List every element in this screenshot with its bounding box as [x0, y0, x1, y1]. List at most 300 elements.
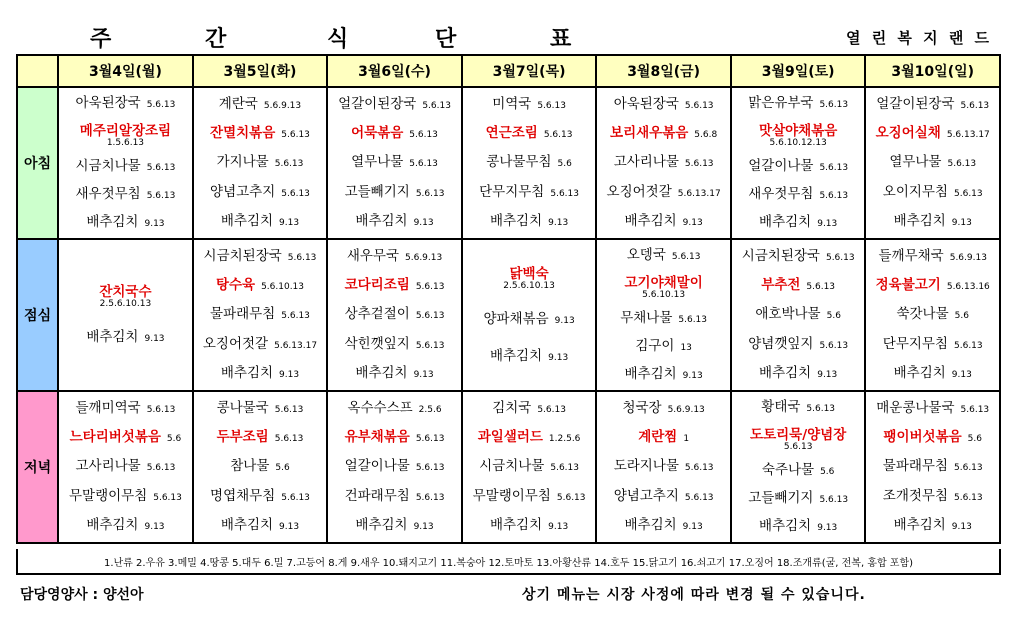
allergen-codes: 9.13: [951, 521, 972, 532]
menu-item: [597, 458, 730, 475]
allergen-codes: 2.5.6.10.13: [99, 299, 152, 309]
menu-item: [59, 158, 192, 175]
title-char: 간: [205, 27, 227, 52]
dish-name: 시금치나물: [75, 158, 141, 175]
menu-item: [597, 488, 730, 505]
menu-item: [328, 306, 461, 323]
allergen-codes: 5.6.8: [694, 130, 718, 141]
dish-name: 배추김치: [355, 516, 408, 533]
dish-name: 맑은유부국: [748, 95, 814, 112]
menu-cell: [327, 239, 462, 391]
dish-name: 배추김치: [893, 516, 946, 533]
day-header: 3월5일(화): [193, 55, 328, 87]
menu-item: [866, 248, 999, 265]
menu-item: [59, 517, 192, 534]
menu-cell: [596, 239, 731, 391]
menu-item: [328, 154, 461, 171]
menu-item: [463, 400, 596, 417]
main-dish-name: 과일샐러드: [477, 429, 543, 446]
allergen-codes: 5.6: [275, 463, 290, 474]
dish-name: 쑥갓나물: [896, 306, 949, 323]
allergen-codes: 5.6.13: [409, 130, 438, 141]
allergen-codes: 5.6.13.17: [677, 188, 721, 199]
allergen-codes: 5.6.13: [819, 100, 849, 111]
dish-name: 배추김치: [759, 213, 812, 230]
menu-item: [732, 462, 865, 479]
menu-cell: [462, 87, 597, 239]
menu-item: [597, 366, 730, 383]
dish-name: 참나물: [230, 458, 270, 475]
dish-name: 배추김치: [220, 516, 274, 533]
dish-name: 명엽채무침: [210, 487, 276, 504]
menu-item: [59, 488, 192, 505]
menu-item: [59, 123, 192, 148]
main-dish-name: 메주리알장조림: [79, 122, 172, 139]
menu-cell: [462, 239, 597, 391]
dish-name: 아욱된장국: [613, 96, 679, 113]
dish-name: 배추김치: [355, 364, 408, 381]
allergen-codes: 5.6.13: [153, 492, 182, 503]
menu-item: [597, 429, 730, 446]
menu-item: [597, 338, 730, 355]
dish-name: 들깨무채국: [878, 248, 944, 265]
allergen-codes: 5.6.13: [415, 463, 445, 474]
dish-name: 얼갈이된장국: [876, 96, 955, 113]
dish-name: 얼갈이나물: [748, 158, 814, 175]
menu-item: [328, 488, 461, 505]
menu-item: [463, 348, 596, 365]
allergen-codes: 5.6.13: [947, 159, 977, 170]
menu-cell: [193, 239, 328, 391]
dish-name: 콩나물국: [216, 400, 269, 417]
menu-item: [866, 213, 999, 230]
menu-item: [194, 458, 327, 475]
menu-item: [328, 96, 461, 113]
dish-name: 배추김치: [624, 365, 677, 382]
allergen-codes: 5.6.13: [274, 405, 304, 416]
dish-name: 상추겉절이: [344, 306, 410, 323]
dish-name: 배추김치: [489, 347, 543, 364]
dish-name: 배추김치: [893, 364, 946, 381]
weekly-menu-table: [16, 54, 1001, 544]
page-title: [80, 22, 600, 52]
menu-item: [732, 186, 865, 203]
menu-item: [597, 310, 730, 327]
allergen-codes: 9.13: [951, 217, 972, 228]
dish-name: 배추김치: [86, 329, 139, 345]
menu-item: [597, 517, 730, 534]
dish-name: 단무지무침: [882, 335, 948, 352]
allergen-codes: 5.6.13: [678, 315, 708, 326]
menu-item: [597, 96, 730, 113]
allergen-codes: 9.13: [413, 521, 434, 532]
allergen-codes: 5.6.10.12.13: [769, 137, 827, 148]
menu-item: [194, 336, 327, 353]
dish-name: 삭힌깻잎지: [344, 335, 410, 352]
dish-name: 새우젓무침: [75, 186, 141, 203]
menu-cell: [462, 391, 597, 543]
allergen-codes: 5.6.9.13: [667, 405, 705, 416]
dish-name: 고들빼기지: [748, 490, 814, 507]
main-dish-name: 어묵볶음: [351, 125, 404, 142]
allergen-codes: 5.6.13: [825, 253, 855, 264]
allergen-codes: 5.6.13: [281, 130, 310, 141]
allergen-codes: 5.6.13: [274, 159, 304, 170]
dish-name: 김구이: [635, 338, 675, 355]
dish-name: 열무나물: [889, 154, 942, 171]
menu-cell: [327, 87, 462, 239]
day-header: 3월8일(금): [596, 55, 731, 87]
allergen-codes: 5.6.13: [415, 340, 445, 351]
allergen-codes: 5.6: [967, 434, 982, 445]
main-dish-name: 탕수육: [215, 277, 256, 294]
allergen-codes: 5.6.13: [684, 463, 714, 474]
main-dish-name: 보리새우볶음: [610, 125, 689, 142]
menu-item: [328, 248, 461, 265]
menu-item: [597, 213, 730, 230]
meal-label: 아침: [17, 87, 58, 239]
dish-name: 양념고추지: [613, 487, 679, 504]
allergen-codes: 5.6.9.13: [405, 253, 443, 264]
menu-item: [866, 458, 999, 475]
menu-item: [732, 490, 865, 507]
allergen-codes: 5.6.13: [146, 100, 176, 111]
allergen-codes: 5.6.9.13: [949, 253, 987, 264]
allergen-codes: 5.6.13: [415, 311, 445, 322]
allergen-codes: 5.6.13: [537, 101, 566, 112]
main-dish-name: 맛살야채볶음: [759, 122, 838, 139]
dish-name: 시금치된장국: [203, 248, 282, 265]
main-dish-name: 잔치국수: [99, 284, 152, 300]
dish-name: 오징어젓갈: [606, 183, 672, 200]
allergen-codes: 5.6.9.13: [263, 101, 302, 112]
menu-item: [732, 427, 865, 452]
menu-item: [194, 429, 327, 446]
dish-name: 오징어젓갈: [202, 335, 269, 352]
menu-item: [866, 336, 999, 353]
meal-label: 점심: [17, 239, 58, 391]
menu-item: [328, 458, 461, 475]
allergen-codes: 5.6: [557, 159, 572, 170]
menu-item: [194, 365, 327, 382]
menu-item: [866, 306, 999, 323]
dish-name: 고사리나물: [75, 458, 141, 475]
allergen-codes: 5.6.13: [550, 188, 579, 199]
menu-item: [59, 186, 192, 203]
allergen-codes: 9.13: [682, 217, 703, 228]
allergen-codes: 9.13: [144, 218, 165, 229]
allergen-codes: 5.6.13: [960, 405, 990, 416]
main-dish-name: 연근조림: [485, 125, 538, 142]
dish-name: 배추김치: [220, 364, 274, 381]
menu-item: [597, 184, 730, 201]
menu-item: [866, 184, 999, 201]
allergen-codes: 5.6.13: [819, 495, 849, 506]
menu-item: [328, 336, 461, 353]
day-header-row: [17, 55, 1000, 87]
main-dish-name: 부추전: [761, 277, 801, 294]
menu-item: [732, 95, 865, 112]
dish-name: 배추김치: [489, 212, 543, 229]
menu-cell: [731, 87, 866, 239]
allergen-codes: 5.6.13.16: [946, 282, 990, 293]
menu-item: [463, 125, 596, 142]
allergen-codes: 5.6.10.13: [261, 282, 305, 293]
allergen-codes: 5.6.13: [684, 159, 714, 170]
menu-item: [194, 154, 327, 171]
day-header: 3월10일(일): [865, 55, 1000, 87]
allergen-codes: 5.6: [166, 434, 182, 445]
allergen-codes: 9.13: [554, 315, 575, 326]
allergen-codes: 9.13: [279, 521, 300, 532]
main-dish-name: 코다리조림: [344, 277, 410, 294]
menu-item: [732, 123, 865, 148]
dietitian-label: 담당영양사 : 양선아: [20, 587, 144, 603]
menu-item: [597, 400, 730, 417]
dish-name: 열무나물: [351, 154, 404, 171]
menu-item: [597, 275, 730, 300]
dish-name: 청국장: [622, 400, 662, 417]
allergen-codes: 5.6.13: [281, 492, 310, 503]
allergen-codes: 9.13: [413, 369, 434, 380]
menu-item: [59, 400, 192, 417]
menu-item: [328, 125, 461, 142]
menu-item: [463, 488, 596, 505]
dish-name: 황태국: [761, 399, 801, 416]
main-dish-name: 정육불고기: [875, 277, 941, 294]
menu-item: [194, 400, 327, 417]
allergen-codes: 9.13: [817, 218, 838, 229]
menu-item: [866, 96, 999, 113]
allergen-codes: 5.6.13: [146, 191, 176, 202]
allergen-codes: 5.6.13: [806, 404, 836, 415]
dish-name: 숙주나물: [761, 462, 815, 479]
allergen-codes: 5.6.13: [954, 463, 983, 474]
menu-item: [59, 214, 192, 231]
main-dish-name: 팽이버섯볶음: [883, 429, 962, 446]
main-dish-name: 오징어실채: [875, 125, 941, 142]
main-dish-name: 도토리묵/양념장: [750, 426, 847, 443]
allergen-codes: 1.2.5.6: [548, 434, 581, 445]
menu-cell: [731, 391, 866, 543]
allergen-codes: 5.6.13: [550, 463, 579, 474]
allergen-codes: 5.6.13: [146, 463, 176, 474]
dish-name: 무채나물: [620, 310, 673, 327]
menu-item: [463, 429, 596, 446]
header-corner: [17, 55, 58, 87]
allergen-codes: 9.13: [413, 217, 434, 228]
menu-item: [328, 400, 461, 417]
allergen-codes: 5.6.13: [556, 492, 586, 503]
dish-name: 배추김치: [759, 364, 812, 381]
allergen-codes: 5.6.13: [543, 130, 573, 141]
dish-name: 양파채볶음: [483, 310, 549, 327]
menu-item: [59, 284, 192, 309]
menu-item: [597, 154, 730, 171]
meal-label: 저녁: [17, 391, 58, 543]
allergen-codes: 9.13: [548, 521, 569, 532]
menu-cell: [596, 391, 731, 543]
menu-item: [194, 96, 327, 113]
menu-item: [866, 488, 999, 505]
menu-item: [328, 213, 461, 230]
allergen-codes: 5.6.13: [537, 405, 566, 416]
menu-cell: [596, 87, 731, 239]
allergen-codes: 5.6.10.13: [642, 289, 686, 300]
main-dish-name: 유부채볶음: [344, 429, 410, 446]
menu-item: [866, 365, 999, 382]
allergen-codes: 9.13: [682, 521, 703, 532]
dish-name: 배추김치: [355, 212, 408, 229]
dish-name: 매운콩나물국: [876, 400, 955, 417]
allergen-codes: 1: [683, 434, 690, 445]
menu-item: [194, 306, 327, 323]
main-dish-name: 잔멸치볶음: [210, 125, 276, 142]
allergen-codes: 5.6.13: [684, 101, 714, 112]
dish-name: 단무지무침: [479, 183, 545, 200]
main-dish-name: 두부조림: [216, 429, 269, 446]
dish-name: 들깨미역국: [75, 400, 141, 417]
dish-name: 계란국: [218, 96, 258, 113]
allergen-codes: 5.6.13: [146, 405, 176, 416]
allergen-codes: 5.6.13: [819, 163, 849, 174]
title-char: 표: [550, 27, 572, 52]
day-header: 3월6일(수): [327, 55, 462, 87]
dish-name: 가지나물: [216, 154, 269, 171]
menu-cell: [193, 391, 328, 543]
title-char: 식: [327, 27, 349, 52]
menu-cell: [731, 239, 866, 391]
menu-item: [463, 154, 596, 171]
dish-name: 배추김치: [86, 516, 139, 533]
menu-cell: [865, 87, 1000, 239]
menu-item: [732, 399, 865, 416]
dish-name: 배추김치: [759, 517, 812, 534]
dish-name: 배추김치: [624, 212, 677, 229]
dish-name: 애호박나물: [755, 306, 821, 323]
menu-item: [463, 96, 596, 113]
menu-item: [732, 336, 865, 353]
allergen-codes: 5.6.13: [287, 253, 317, 264]
allergen-codes: 9.13: [279, 217, 300, 228]
menu-cell: [327, 391, 462, 543]
allergen-codes: 5.6: [826, 311, 841, 322]
dish-name: 건파래무침: [344, 487, 410, 504]
menu-item: [463, 266, 596, 291]
main-dish-name: 고기야채말이: [624, 274, 703, 291]
allergen-codes: 9.13: [951, 369, 972, 380]
allergen-codes: 5.6.13: [783, 441, 813, 452]
menu-cell: [58, 391, 193, 543]
title-char: 주: [90, 27, 112, 52]
menu-item: [328, 429, 461, 446]
title-char: 단: [435, 27, 457, 52]
menu-item: [463, 517, 596, 534]
allergen-codes: 1.5.6.13: [106, 137, 145, 148]
allergen-codes: 5.6.13: [806, 282, 836, 293]
dish-name: 조개젓무침: [882, 487, 948, 504]
allergen-codes: 5.6.13: [954, 340, 983, 351]
allergen-codes: 5.6.13: [281, 311, 310, 322]
menu-item: [732, 306, 865, 323]
allergen-codes: 5.6.13: [415, 282, 445, 293]
allergen-codes: 5.6.13: [954, 492, 983, 503]
menu-item: [732, 277, 865, 294]
menu-cell: [58, 239, 193, 391]
dish-name: 미역국: [492, 96, 532, 113]
allergen-codes: 9.13: [817, 369, 838, 380]
menu-item: [59, 95, 192, 112]
dish-name: 새우무국: [346, 248, 399, 265]
menu-cell: [865, 391, 1000, 543]
menu-item: [59, 329, 192, 346]
menu-cell: [58, 87, 193, 239]
menu-item: [866, 429, 999, 446]
allergen-codes: 5.6.13: [671, 252, 701, 263]
menu-cell: [865, 239, 1000, 391]
dish-name: 양념고추지: [210, 183, 276, 200]
menu-item: [732, 158, 865, 175]
dish-name: 물파래무침: [882, 458, 948, 475]
allergen-codes: 9.13: [548, 217, 569, 228]
dish-name: 시금치나물: [479, 458, 545, 475]
menu-item: [463, 213, 596, 230]
menu-change-notice: 상기 메뉴는 시장 사정에 따라 변경 될 수 있습니다.: [522, 587, 866, 603]
dish-name: 배추김치: [624, 516, 677, 533]
allergen-codes: 5.6.13: [415, 188, 445, 199]
allergen-codes: 9.13: [144, 334, 165, 344]
allergen-codes: 5.6.13.17: [946, 130, 990, 141]
allergen-codes: 5.6.13: [146, 163, 176, 174]
menu-item: [194, 125, 327, 142]
menu-item: [328, 365, 461, 382]
menu-item: [732, 365, 865, 382]
menu-item: [463, 311, 596, 328]
dish-name: 배추김치: [489, 516, 543, 533]
meal-row: [17, 87, 1000, 239]
menu-item: [597, 247, 730, 264]
allergen-codes: 5.6.13: [954, 188, 983, 199]
dish-name: 무말랭이무침: [472, 487, 551, 504]
dish-name: 옥수수스프: [347, 400, 413, 417]
menu-item: [463, 458, 596, 475]
menu-item: [866, 125, 999, 142]
allergen-codes: 5.6: [820, 467, 835, 478]
menu-item: [59, 429, 192, 446]
allergen-codes: 5.6.13: [422, 101, 451, 112]
meal-row: [17, 391, 1000, 543]
dish-name: 새우젓무침: [748, 186, 814, 203]
allergen-codes: 9.13: [548, 352, 569, 363]
dish-name: 시금치된장국: [741, 248, 820, 265]
dish-name: 아욱된장국: [75, 95, 141, 112]
menu-item: [866, 400, 999, 417]
menu-item: [866, 517, 999, 534]
allergen-codes: 9.13: [682, 370, 703, 381]
main-dish-name: 느타리버섯볶음: [69, 429, 161, 446]
menu-item: [866, 277, 999, 294]
main-dish-name: 닭백숙: [509, 265, 549, 282]
menu-item: [328, 184, 461, 201]
allergen-codes: 9.13: [817, 522, 838, 533]
day-header: 3월9일(토): [731, 55, 866, 87]
dish-name: 양념깻잎지: [748, 335, 814, 352]
dish-name: 물파래무침: [210, 306, 276, 323]
dish-name: 얼갈이나물: [344, 458, 410, 475]
menu-item: [194, 248, 327, 265]
menu-item: [328, 517, 461, 534]
menu-item: [866, 154, 999, 171]
